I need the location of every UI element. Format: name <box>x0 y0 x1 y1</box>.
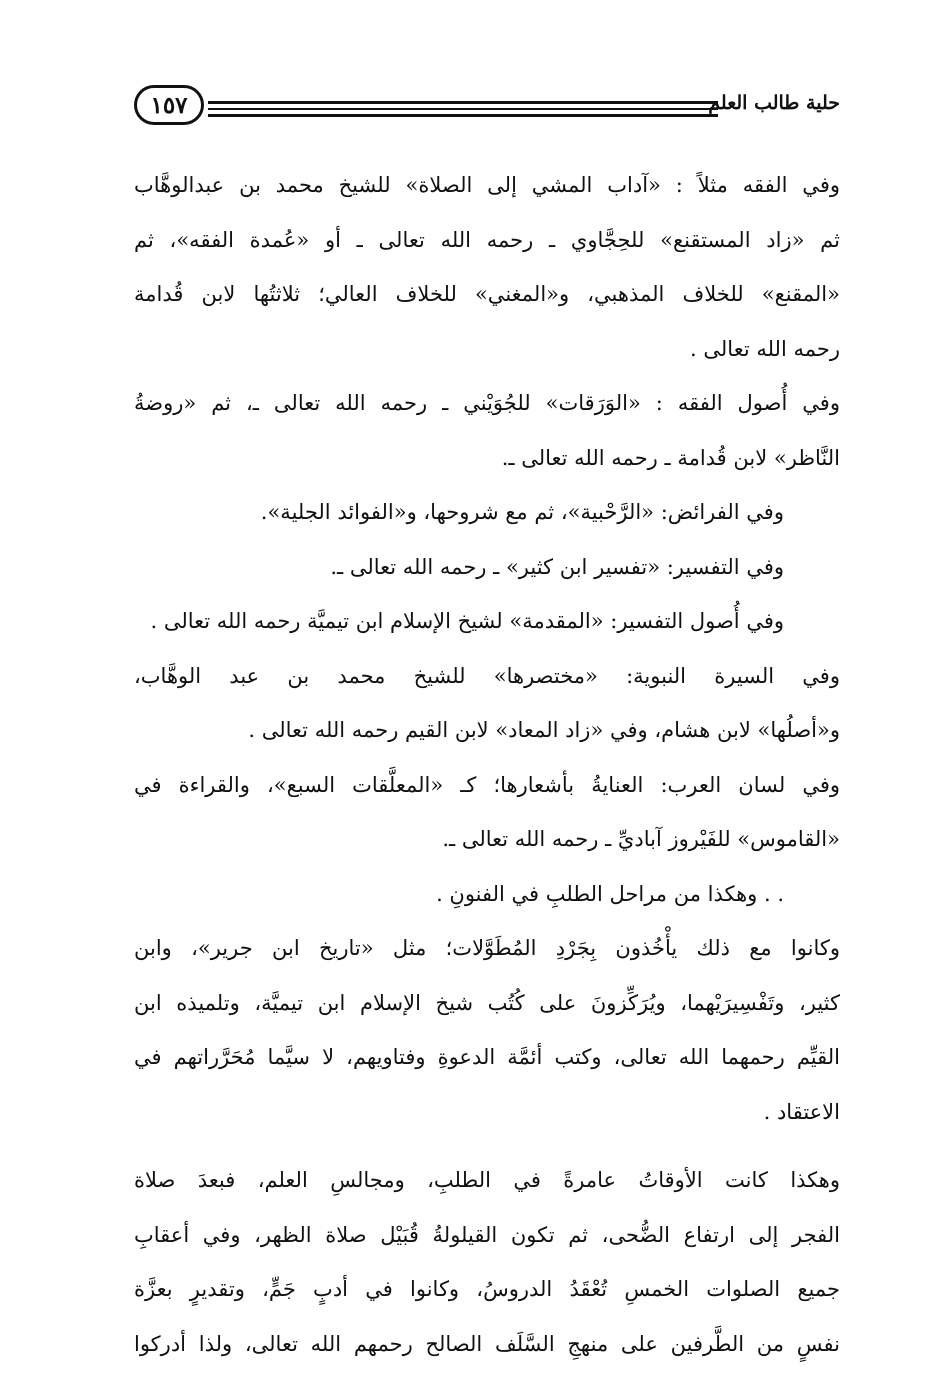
text-line: رحمه الله تعالى . <box>690 336 840 361</box>
text-line: وفي أُصول الفقه : «الوَرَقات» للجُوَيْني ـ رحمه الله تعالى ـ، ثم «روضةُ <box>134 391 840 415</box>
text-line: وفي أُصول التفسير: «المقدمة» لشيخ الإسلام ابن تيميَّة رحمه الله تعالى . <box>150 609 784 633</box>
header-rule-middle <box>208 108 718 110</box>
text-line: «القاموس» للفَيْروز آباديِّ ـ رحمه الله تعالى ـ. <box>442 827 840 851</box>
text-line: وفي التفسير: «تفسير ابن كثير» ـ رحمه الله تعالى ـ. <box>330 554 784 579</box>
text-line: و«أصلُها» لابن هشام، وفي «زاد المعاد» لابن القيم رحمه الله تعالى . <box>248 718 840 742</box>
text-line: وفي لسان العرب: العنايةُ بأشعارها؛ كـ «المعلَّقات السبع»، والقراءة في <box>134 772 840 797</box>
text-line: كثير، وتَفْسِيرَيْهما، ويُرَكِّزونَ على كُتُب شيخ الإسلام ابن تيميَّة، وتلميذه ابن <box>134 990 840 1015</box>
header-rule-top <box>208 101 718 104</box>
text-line: الاعتقاد . <box>763 1099 840 1124</box>
text-line: وفي الفرائض: «الرَّحْبية»، ثم مع شروحها، و«الفوائد الجلية». <box>260 500 784 524</box>
text-line: ثم «زاد المستقنع» للحِجَّاوي ـ رحمه الله تعالى ـ أو «عُمدة الفقه»، ثم <box>134 227 840 252</box>
body-text <box>134 158 840 1371</box>
header-rule-bottom <box>208 114 718 117</box>
text-line: الفجر إلى ارتفاع الضُّحى، ثم تكون القيلولةُ قُبَيْل صلاة الظهر، وفي أعقابِ <box>134 1222 840 1247</box>
page-header <box>120 84 840 134</box>
text-line: . . وهكذا من مراحل الطلبِ في الفنونِ . <box>436 881 784 906</box>
text-line: وهكذا كانت الأوقاتُ عامرةً في الطلبِ، ومجالسِ العلم، فبعدَ صلاة <box>134 1168 840 1192</box>
page-number-badge: ١٥٧ <box>134 85 204 125</box>
text-line: «المقنع» للخلاف المذهبي، و«المغني» للخلاف العالي؛ ثلاثتُها لابن قُدامة <box>134 282 840 306</box>
text-line: وكانوا مع ذلك يأْخُذون بِجَرْدِ المُطَوَّلات؛ مثل «تاريخ ابن جرير»، وابن <box>134 936 840 960</box>
running-title: حلية طالب العلم <box>708 92 840 114</box>
text-line: جميع الصلوات الخمسِ تُعْقَدُ الدروسُ، وكانوا في أدبٍ جَمٍّ، وتقديرٍ بعزَّة <box>134 1277 840 1301</box>
text-line: النَّاظر» لابن قُدامة ـ رحمه الله تعالى ـ. <box>501 445 840 470</box>
text-line: وفي السيرة النبوية: «مختصرها» للشيخ محمد بن عبد الوهَّاب، <box>134 663 840 688</box>
text-line: نفسٍ من الطَّرفين على منهجِ السَّلَف الصالح رحمهم الله تعالى، ولذا أدركوا <box>134 1331 840 1356</box>
text-line: القيِّم رحمهما الله تعالى، وكتب أئمَّة الدعوةِ وفتاويهم، لا سيَّما مُحَرَّراتهم في <box>134 1045 840 1069</box>
text-line: وفي الفقه مثلاً : «آداب المشي إلى الصلاة» للشيخ محمد بن عبدالوهَّاب <box>134 173 840 197</box>
